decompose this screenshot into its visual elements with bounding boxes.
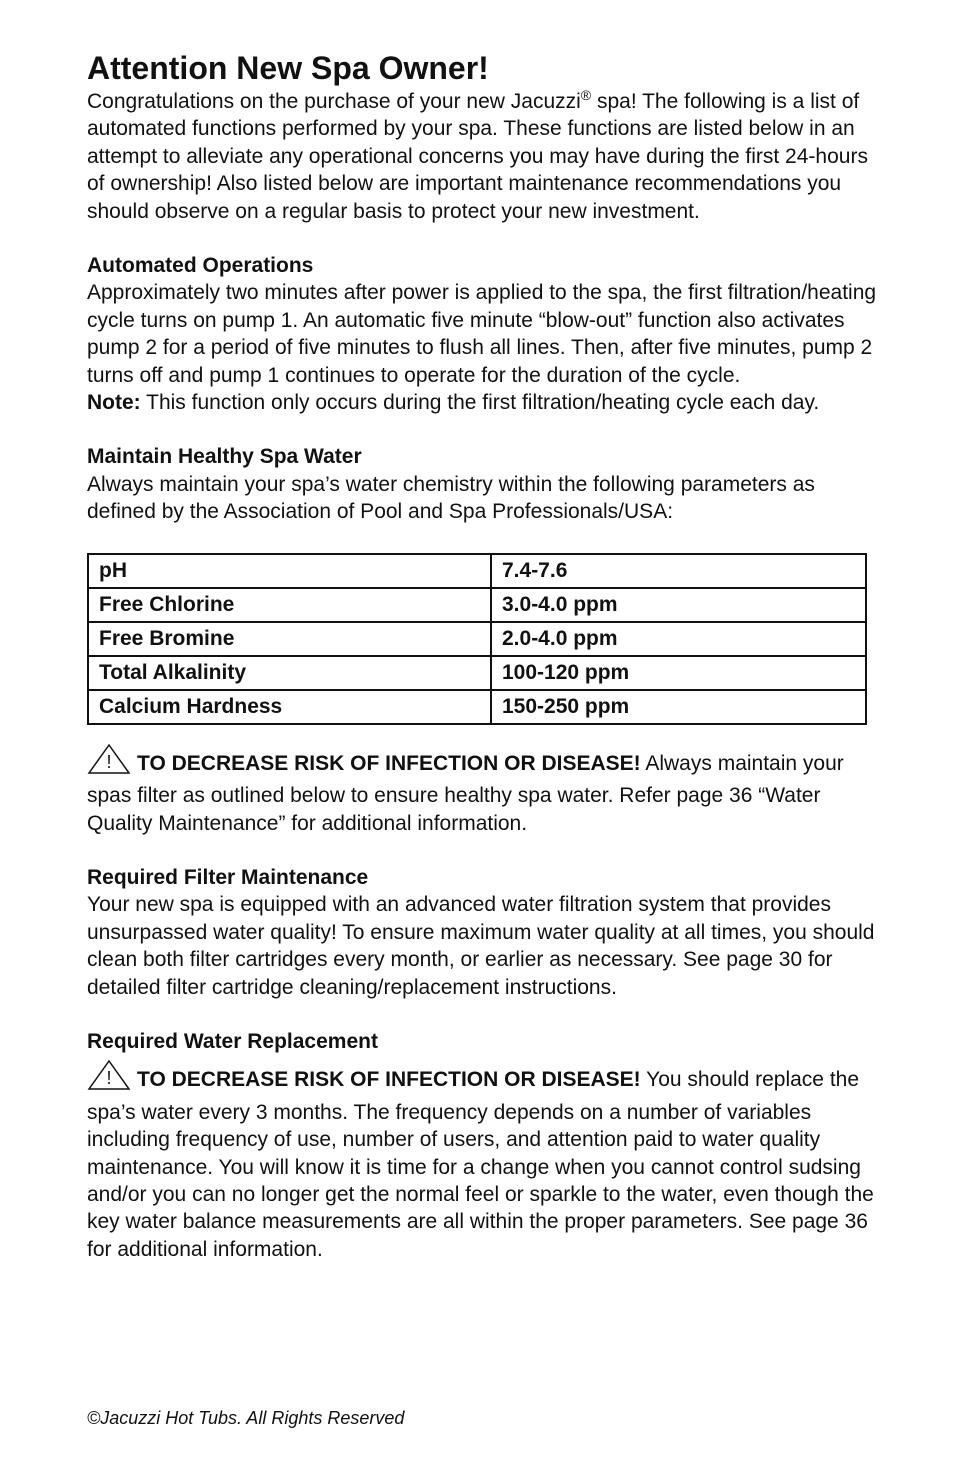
table-row bbox=[88, 554, 866, 588]
water-parameters-table bbox=[87, 553, 867, 725]
infection-warning-filter bbox=[87, 743, 877, 837]
filter-heading: Required Filter Maintenance bbox=[87, 865, 369, 889]
note-label: Note: bbox=[87, 391, 141, 415]
table-row bbox=[88, 622, 866, 656]
param-value: 150-250 ppm bbox=[491, 690, 866, 724]
param-value: 2.0-4.0 ppm bbox=[491, 622, 866, 656]
table-row bbox=[88, 588, 866, 622]
document-page bbox=[87, 48, 877, 1263]
replacement-heading: Required Water Replacement bbox=[87, 1029, 378, 1053]
svg-text:!: ! bbox=[106, 751, 112, 772]
warning-text: You should replace the spa’s water every 3 months. The frequency depends on a number of variables including frequency of use, number of users, and attention paid to water quality maintenance. You will know it is time for a change when you cannot control sudsing and/or you can no longer get the normal feel or sparkle to the water, even though the key water balance measurements are all within the proper parameters. See page 36 for additional information. bbox=[87, 1068, 874, 1261]
intro-text-rest: spa! The following is a list of automated functions performed by your spa. These functions are listed below in an attempt to alleviate any operational concerns you may have during the first 24-hours of ownership! Also listed below are important maintenance recommendations you should observe on a regular basis to protect your new investment. bbox=[87, 90, 868, 223]
warning-triangle-icon bbox=[87, 743, 131, 782]
svg-text:!: ! bbox=[106, 1068, 112, 1089]
param-name: Total Alkalinity bbox=[88, 656, 491, 690]
param-name: Free Chlorine bbox=[88, 588, 491, 622]
filter-body: Your new spa is equipped with an advanced water filtration system that provides unsurpassed water quality! To ensure maximum water quality at all times, you should clean both filter cartridges every month, or earlier as necessary. See page 30 for detailed filter cartridge cleaning/replacement instructions. bbox=[87, 893, 875, 999]
automated-body: Approximately two minutes after power is applied to the spa, the first filtration/heating cycle turns on pump 1. An automatic five minute “blow-out” function also activates pump 2 for a period of five minutes to flush all lines. Then, after five minutes, pump 2 turns off and pump 1 continues to operate for the duration of the cycle. bbox=[87, 281, 877, 387]
warning-triangle-icon bbox=[87, 1059, 131, 1098]
note-text: This function only occurs during the first filtration/heating cycle each day. bbox=[140, 391, 820, 415]
copyright-footer: ©Jacuzzi Hot Tubs. All Rights Reserved bbox=[87, 1408, 405, 1428]
registered-mark: ® bbox=[580, 87, 592, 103]
param-value: 3.0-4.0 ppm bbox=[491, 588, 866, 622]
automated-note bbox=[87, 389, 877, 416]
param-value: 100-120 ppm bbox=[491, 656, 866, 690]
intro-text: Congratulations on the purchase of your new Jacuzzi bbox=[87, 90, 581, 113]
warning-label: TO DECREASE RISK OF INFECTION OR DISEASE! bbox=[137, 1068, 641, 1092]
param-name: pH bbox=[88, 554, 491, 588]
table-row bbox=[88, 656, 866, 690]
water-heading: Maintain Healthy Spa Water bbox=[87, 445, 362, 469]
warning-text: Always maintain your spas filter as outlined below to ensure healthy spa water. Refer page 36 “Water Quality Maintenance” for additional information. bbox=[87, 751, 844, 835]
intro-paragraph bbox=[87, 88, 877, 225]
table-row bbox=[88, 690, 866, 724]
water-body: Always maintain your spa’s water chemistry within the following parameters as defined by the Association of Pool and Spa Professionals/USA: bbox=[87, 472, 815, 524]
infection-warning-replacement bbox=[87, 1059, 877, 1263]
automated-heading: Automated Operations bbox=[87, 254, 314, 278]
page-title: Attention New Spa Owner! bbox=[87, 50, 489, 86]
warning-label: TO DECREASE RISK OF INFECTION OR DISEASE! bbox=[137, 751, 641, 775]
param-value: 7.4-7.6 bbox=[491, 554, 866, 588]
param-name: Calcium Hardness bbox=[88, 690, 491, 724]
param-name: Free Bromine bbox=[88, 622, 491, 656]
